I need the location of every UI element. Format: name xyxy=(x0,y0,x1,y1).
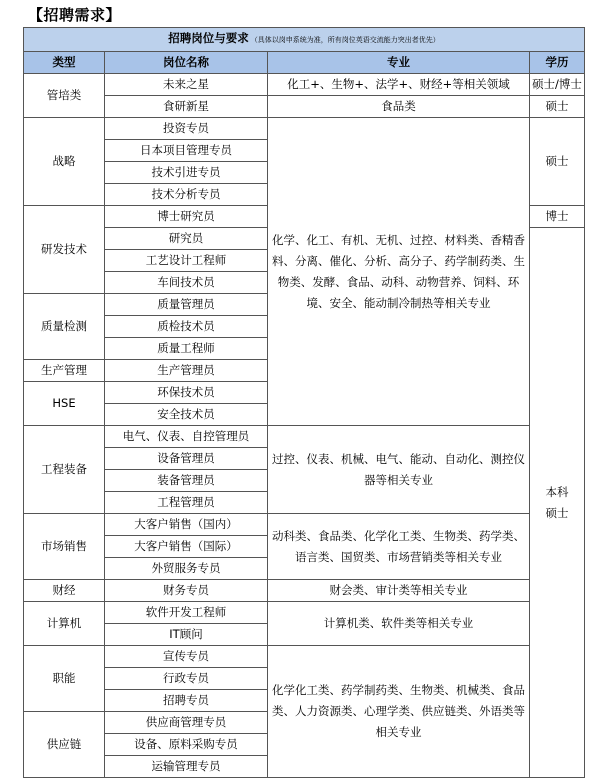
table-row xyxy=(24,118,585,140)
position-cell: 研究员 xyxy=(105,228,268,250)
position-cell: 安全技术员 xyxy=(105,404,268,426)
recruitment-table xyxy=(23,27,585,778)
table-row xyxy=(24,646,585,668)
position-cell: 工艺设计工程师 xyxy=(105,250,268,272)
category-cell: 供应链 xyxy=(24,712,105,778)
category-cell: 管培类 xyxy=(24,74,105,118)
table-row xyxy=(24,96,585,118)
header-education: 学历 xyxy=(530,52,585,74)
position-cell: 大客户销售（国际） xyxy=(105,536,268,558)
table-row xyxy=(24,602,585,624)
position-cell: 宣传专员 xyxy=(105,646,268,668)
table-banner-row xyxy=(24,28,585,52)
major-cell: 计算机类、软件类等相关专业 xyxy=(268,602,530,646)
table-header-row xyxy=(24,52,585,74)
major-cell: 化学化工类、药学制药类、生物类、机械类、食品类、人力资源类、心理学类、供应链类、外语类等相关专业 xyxy=(268,646,530,778)
position-cell: 质量工程师 xyxy=(105,338,268,360)
position-cell: 技术分析专员 xyxy=(105,184,268,206)
page-heading: 【招聘需求】 xyxy=(28,6,122,24)
major-cell: 化学、化工、有机、无机、过控、材料类、香精香料、分离、催化、分析、高分子、药学制药类、生物类、发酵、食品、动科、动物营养、饲料、环境、安全、能动制冷制热等相关专业 xyxy=(268,118,530,426)
position-cell: 质检技术员 xyxy=(105,316,268,338)
banner-note: （具体以岗申系统为准，所有岗位英语交流能力突出者优先） xyxy=(250,36,440,44)
position-cell: 日本项目管理专员 xyxy=(105,140,268,162)
education-cell: 硕士/博士 xyxy=(530,74,585,96)
education-line: 本科 xyxy=(545,484,569,499)
position-cell: 质量管理员 xyxy=(105,294,268,316)
position-cell: 供应商管理专员 xyxy=(105,712,268,734)
position-cell: 招聘专员 xyxy=(105,690,268,712)
table-row xyxy=(24,426,585,448)
position-cell: 软件开发工程师 xyxy=(105,602,268,624)
position-cell: 食研新星 xyxy=(105,96,268,118)
position-cell: 行政专员 xyxy=(105,668,268,690)
education-cell: 硕士 xyxy=(530,118,585,206)
position-cell: 技术引进专员 xyxy=(105,162,268,184)
position-cell: 设备管理员 xyxy=(105,448,268,470)
position-cell: 外贸服务专员 xyxy=(105,558,268,580)
category-cell: 研发技术 xyxy=(24,206,105,294)
position-cell: 设备、原料采购专员 xyxy=(105,734,268,756)
position-cell: 运输管理专员 xyxy=(105,756,268,778)
category-cell: 战略 xyxy=(24,118,105,206)
banner-title: 招聘岗位与要求 xyxy=(168,31,249,45)
position-cell: 车间技术员 xyxy=(105,272,268,294)
major-cell: 食品类 xyxy=(268,96,530,118)
position-cell: 未来之星 xyxy=(105,74,268,96)
education-line: 硕士 xyxy=(545,505,569,520)
position-cell: 大客户销售（国内） xyxy=(105,514,268,536)
header-position: 岗位名称 xyxy=(105,52,268,74)
table-row xyxy=(24,74,585,96)
position-cell: 财务专员 xyxy=(105,580,268,602)
category-cell: 市场销售 xyxy=(24,514,105,580)
education-cell: 博士 xyxy=(530,206,585,228)
header-category: 类型 xyxy=(24,52,105,74)
category-cell: 工程装备 xyxy=(24,426,105,514)
table-row xyxy=(24,580,585,602)
position-cell: 生产管理员 xyxy=(105,360,268,382)
education-cell: 硕士 xyxy=(530,96,585,118)
major-cell: 化工+、生物+、法学+、财经+等相关领域 xyxy=(268,74,530,96)
category-cell: 质量检测 xyxy=(24,294,105,360)
category-cell: HSE xyxy=(24,382,105,426)
category-cell: 职能 xyxy=(24,646,105,712)
position-cell: 装备管理员 xyxy=(105,470,268,492)
position-cell: 投资专员 xyxy=(105,118,268,140)
category-cell: 财经 xyxy=(24,580,105,602)
position-cell: 电气、仪表、自控管理员 xyxy=(105,426,268,448)
education-cell xyxy=(530,228,585,778)
major-cell: 动科类、食品类、化学化工类、生物类、药学类、语言类、国贸类、市场营销类等相关专业 xyxy=(268,514,530,580)
table-banner xyxy=(24,28,585,52)
major-cell: 财会类、审计类等相关专业 xyxy=(268,580,530,602)
category-cell: 生产管理 xyxy=(24,360,105,382)
position-cell: 环保技术员 xyxy=(105,382,268,404)
position-cell: 工程管理员 xyxy=(105,492,268,514)
position-cell: IT顾问 xyxy=(105,624,268,646)
category-cell: 计算机 xyxy=(24,602,105,646)
table-row xyxy=(24,514,585,536)
header-major: 专业 xyxy=(268,52,530,74)
position-cell: 博士研究员 xyxy=(105,206,268,228)
major-cell: 过控、仪表、机械、电气、能动、自动化、测控仪器等相关专业 xyxy=(268,426,530,514)
